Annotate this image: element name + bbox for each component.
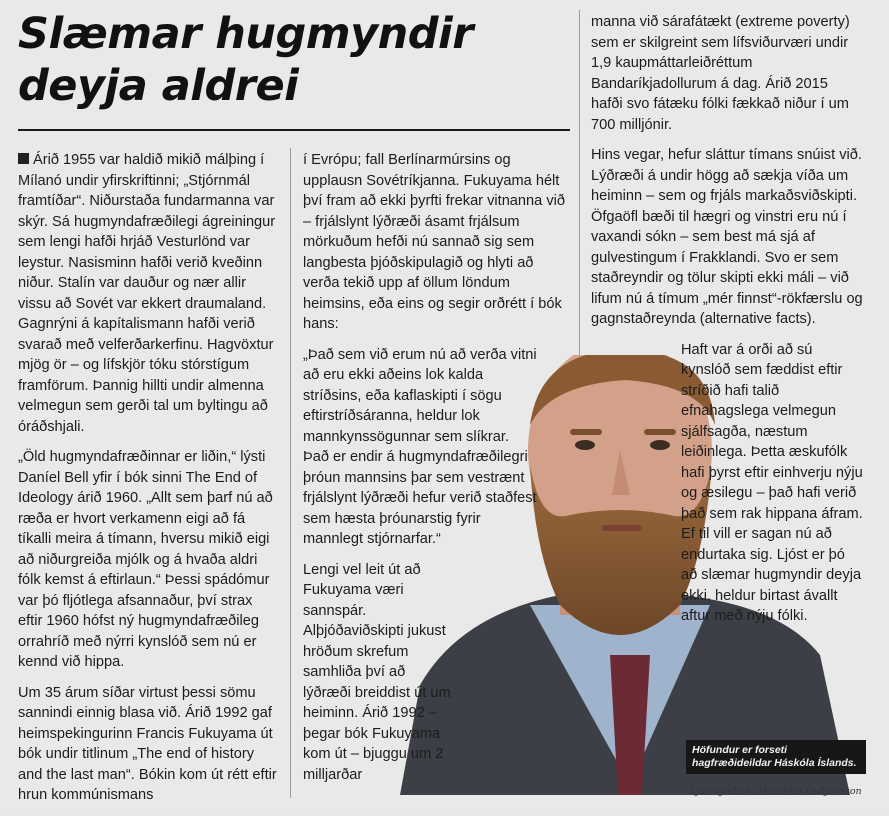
paragraph: manna við sárafátækt (extreme poverty) sem er skilgreint sem lífsviðurværi undir 1,9 kaupmáttarleiðréttum Bandaríkjadollurum á dag. Árið 2015 hafði svo fátæku fólki fækkað niður í um 700 milljónir. bbox=[591, 14, 850, 133]
headline-line-2: deyja aldrei bbox=[18, 61, 299, 111]
column-3 bbox=[591, 12, 863, 637]
quote-paragraph: „Það sem við erum nú að verða vitni að eru ekki aðeins lok kalda stríðsins, eða kaflaskipti í sögu eftirstríðsáranna, heldur lok mannkynssögunnar sem slíkrar. Það er endir á hugmyndafræðilegri þróun mannsins þar sem vestrænt frjálslynt lýðræði hefur verið staðfest sem hæsta þróunarstig fyrir mannlegt stjórnarfar.“ bbox=[303, 346, 537, 547]
photo-credit: Ljósmyndari / Haraldur Guðjónsson bbox=[690, 786, 862, 797]
paragraph: í Evrópu; fall Berlínarmúrsins og upplausn Sovétríkjanna. Fukuyama hélt því fram að ekki þyrfti frekar vitnanna við – frjálslynt lýðræði ásamt frjálsum mörkuðum hefði nú sannað sig sem langbesta þjóðskipulagið og hlyti að verða tekið upp af öllum löndum heimsins, eða eins og segir orðrétt í bók hans: bbox=[303, 152, 565, 332]
paragraph: Hins vegar, hefur sláttur tímans snúist við. Lýðræði á undir högg að sækja víða um heiminn – sem og frjáls markaðsviðskipti. Öfgaöfl bæði til hægri og vinstri eru nú í vaxandi sókn – sem best má sjá af gulvestingum í Frakklandi. Svo er sem staðreyndir og tölur skipti ekki máli – við lifum nú á tímum „mér finnst“-rökfærslu og gagnstaðreynda (alternative facts). bbox=[591, 147, 863, 327]
paragraph-marker bbox=[18, 153, 29, 164]
paragraph: Lengi vel leit út að Fukuyama væri sannspár. Alþjóðaviðskipti jukust hröðum skrefum samhliða því að lýðræði breiddist út um heiminn. Árið 1992 – þegar bók Fukuyama kom út – bjuggu um 2 milljarðar bbox=[303, 561, 451, 783]
paragraph bbox=[18, 150, 280, 437]
paragraph-text: Árið 1955 var haldið mikið málþing í Mílanó undir yfirskriftinni; „Stjórnmál framtíðar“. Niðurstaða fundarmanna var skýr. Sá hugmyndafræðilegi ágreiningur sem lengi hafði hrjáð Vesturlönd var leystur. Nasisminn hafði verið kveðinn niður. Stalín var dauður og nær allir vissu að Sovét var ekkert draumaland. Gagnrýni á kapítalismann hafði verið svarað með velferðarkerfinu. Hagvöxtur mjög ör – og lífskjör tóku stórstígum framförum. Þannig hillti undir almenna velmegun sem gerði tal um byltingu að óráðshjali. bbox=[18, 152, 276, 435]
paragraph: „Öld hugmyndafræðinnar er liðin,“ lýsti Daníel Bell yfir í bók sinni The End of Ideology árið 1960. „Allt sem þarf nú að ræða er hvort verkamenn eigi að fá tíkalli meira á tímann, hversu mikið eigi að niðurgreiða mjólk og á hvaða aldri fólk kemst á eftirlaun.“ Þessi spádómur var þó fljótlega afsannaður, því strax eftir 1960 hófst ný hugmyndafræðileg orrahríð með nýrri kynslóð sem nú er kennd við hippa. bbox=[18, 449, 273, 670]
paragraph: Haft var á orði að sú kynslóð sem fæddist eftir stríðið hafi talið efnahagslega velmegun sjálfsagða, næstum leiðinlega. Þetta æskufólk hafi þyrst eftir einhverju nýju og æsilegu – það hafi verið það sem rak hippana áfram. Ef til vill er sagan nú að endurtaka sig. Ljóst er þó að slæmar hugmyndir deyja ekki, heldur birtast ávallt aftur með nýju fólki. bbox=[681, 341, 863, 624]
paragraph: Um 35 árum síðar virtust þessi sömu sannindi einnig blasa við. Árið 1992 gaf heimspekingurinn Francis Fukuyama út bók undir titlinum „The end of history and the last man“. Bókin kom út rétt eftir hrun kommúnismans bbox=[18, 684, 277, 803]
column-divider-1 bbox=[290, 148, 291, 798]
headline-rule bbox=[18, 129, 570, 131]
column-2 bbox=[303, 150, 565, 795]
headline-line-1: Slæmar hugmyndir bbox=[18, 9, 473, 59]
column-divider-2 bbox=[579, 10, 580, 360]
column-1 bbox=[18, 150, 280, 816]
headline bbox=[18, 8, 578, 112]
author-caption: Höfundur er forseti hagfræðideildar Háskóla Íslands. bbox=[686, 740, 866, 774]
